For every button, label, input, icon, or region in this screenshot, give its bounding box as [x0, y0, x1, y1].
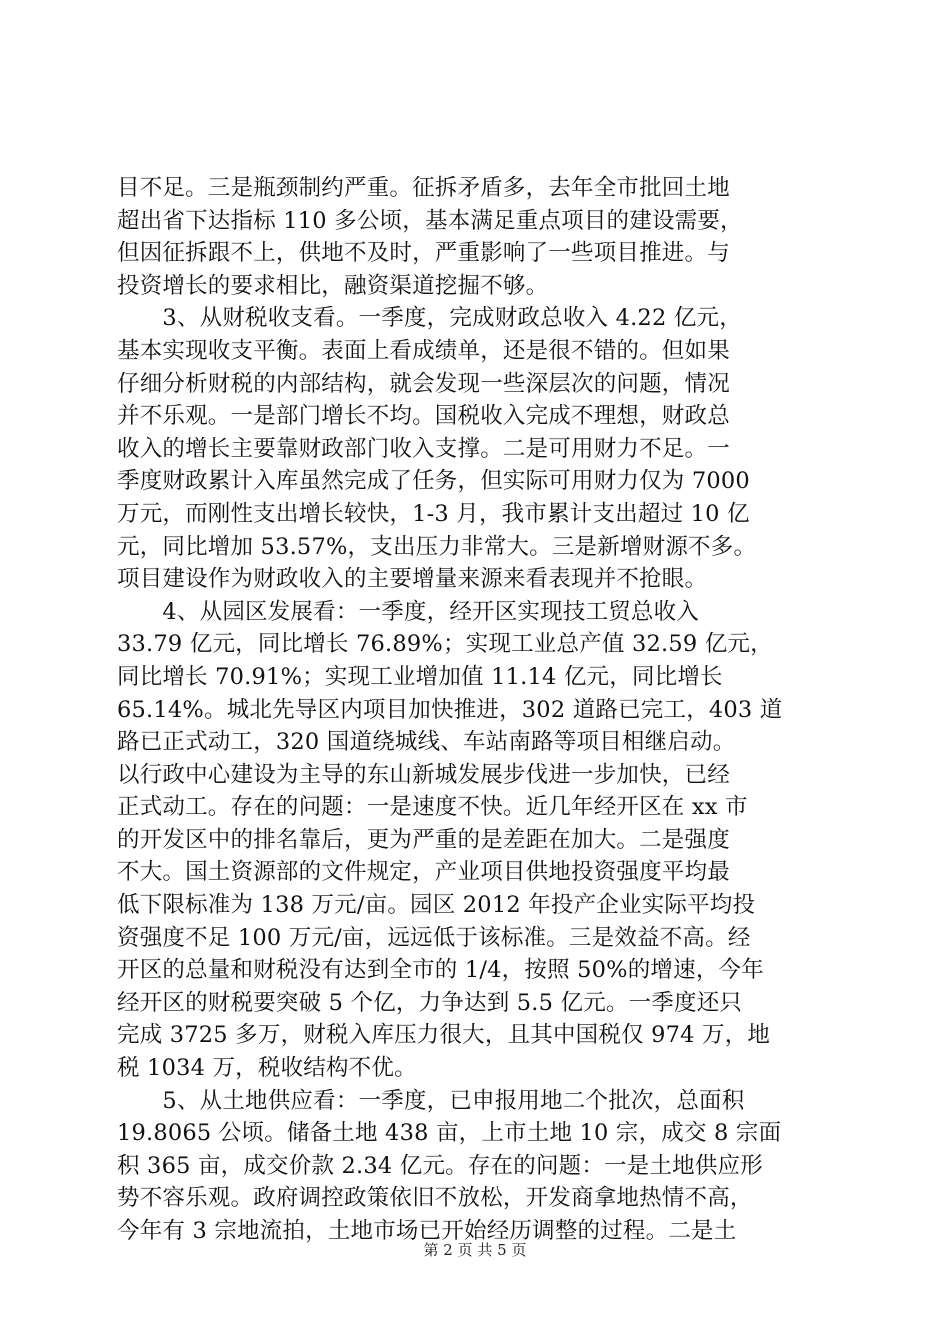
text-line: 正式动工。存在的问题：一是速度不快。近几年经开区在 xx 市: [117, 794, 748, 821]
paragraph-start-line: 5、从土地供应看：一季度，已申报用地二个批次，总面积: [117, 1087, 745, 1114]
text-line: 目不足。三是瓶颈制约严重。征拆矛盾多，去年全市批回土地: [117, 175, 730, 201]
text-line: 收入的增长主要靠财政部门收入支撑。二是可用财力不足。一: [117, 435, 730, 462]
text-line: 基本实现收支平衡。表面上看成绩单，还是很不错的。但如果: [117, 337, 730, 364]
text-line: 经开区的财税要突破 5 个亿，力争达到 5.5 亿元。一季度还只: [117, 989, 743, 1016]
text-line: 但因征拆跟不上，供地不及时，严重影响了一些项目推进。与: [117, 240, 730, 267]
text-line: 完成 3725 多万，财税入库压力很大，且其中国税仅 974 万，地: [117, 1022, 771, 1049]
text-line: 资强度不足 100 万元/亩，远远低于该标准。三是效益不高。经: [117, 924, 751, 951]
paragraph-start-line: 4、从园区发展看：一季度，经开区实现技工贸总收入: [117, 598, 700, 625]
page-number-footer: 第 2 页 共 5 页: [423, 1241, 527, 1259]
text-line: 势不容乐观。政府调控政策依旧不放松，开发商拿地热情不高，: [117, 1185, 753, 1212]
text-line: 33.79 亿元，同比增长 76.89%；实现工业总产值 32.59 亿元，: [117, 631, 773, 658]
text-line: 同比增长 70.91%；实现工业增加值 11.14 亿元，同比增长: [117, 663, 723, 690]
text-line: 项目建设作为财政收入的主要增量来源来看表现并不抢眼。: [117, 566, 708, 593]
text-line: 以行政中心建设为主导的东山新城发展步伐进一步加快，已经: [117, 761, 730, 788]
text-line: 低下限标准为 138 万元/亩。园区 2012 年投产企业实际平均投: [117, 892, 756, 919]
text-line: 万元，而刚性支出增长较快，1-3 月，我市累计支出超过 10 亿: [117, 500, 750, 527]
text-line: 65.14%。城北先导区内项目加快推进，302 道路已完工，403 道: [117, 696, 783, 723]
text-line: 税 1034 万，税收结构不优。: [117, 1055, 417, 1082]
text-line: 超出省下达指标 110 多公顷，基本满足重点项目的建设需要，: [117, 207, 743, 234]
text-line: 元，同比增加 53.57%，支出压力非常大。三是新增财源不多。: [117, 533, 757, 560]
text-line: 开区的总量和财税没有达到全市的 1/4，按照 50%的增速，今年: [117, 957, 764, 984]
text-line: 季度财政累计入库虽然完成了任务，但实际可用财力仅为 7000: [117, 468, 750, 495]
text-line: 19.8065 公顷。储备土地 438 亩，上市土地 10 宗，成交 8 宗面: [117, 1120, 782, 1147]
text-line: 投资增长的要求相比，融资渠道挖掘不够。: [117, 272, 549, 299]
text-line: 并不乐观。一是部门增长不均。国税收入完成不理想，财政总: [117, 403, 730, 430]
body-text: [117, 172, 837, 1248]
paragraph-start-line: 3、从财税收支看。一季度，完成财政总收入 4.22 亿元，: [117, 305, 742, 332]
text-line: 路已正式动工，320 国道绕城线、车站南路等项目相继启动。: [117, 729, 736, 756]
text-line: 今年有 3 宗地流拍，土地市场已开始经历调整的过程。二是土: [117, 1218, 737, 1244]
text-line: 的开发区中的排名靠后，更为严重的是差距在加大。二是强度: [117, 826, 730, 853]
text-line: 积 365 亩，成交价款 2.34 亿元。存在的问题：一是土地供应形: [117, 1152, 763, 1179]
text-line: 仔细分析财税的内部结构，就会发现一些深层次的问题，情况: [117, 370, 730, 397]
text-line: 不大。国土资源部的文件规定，产业项目供地投资强度平均最: [117, 859, 730, 886]
